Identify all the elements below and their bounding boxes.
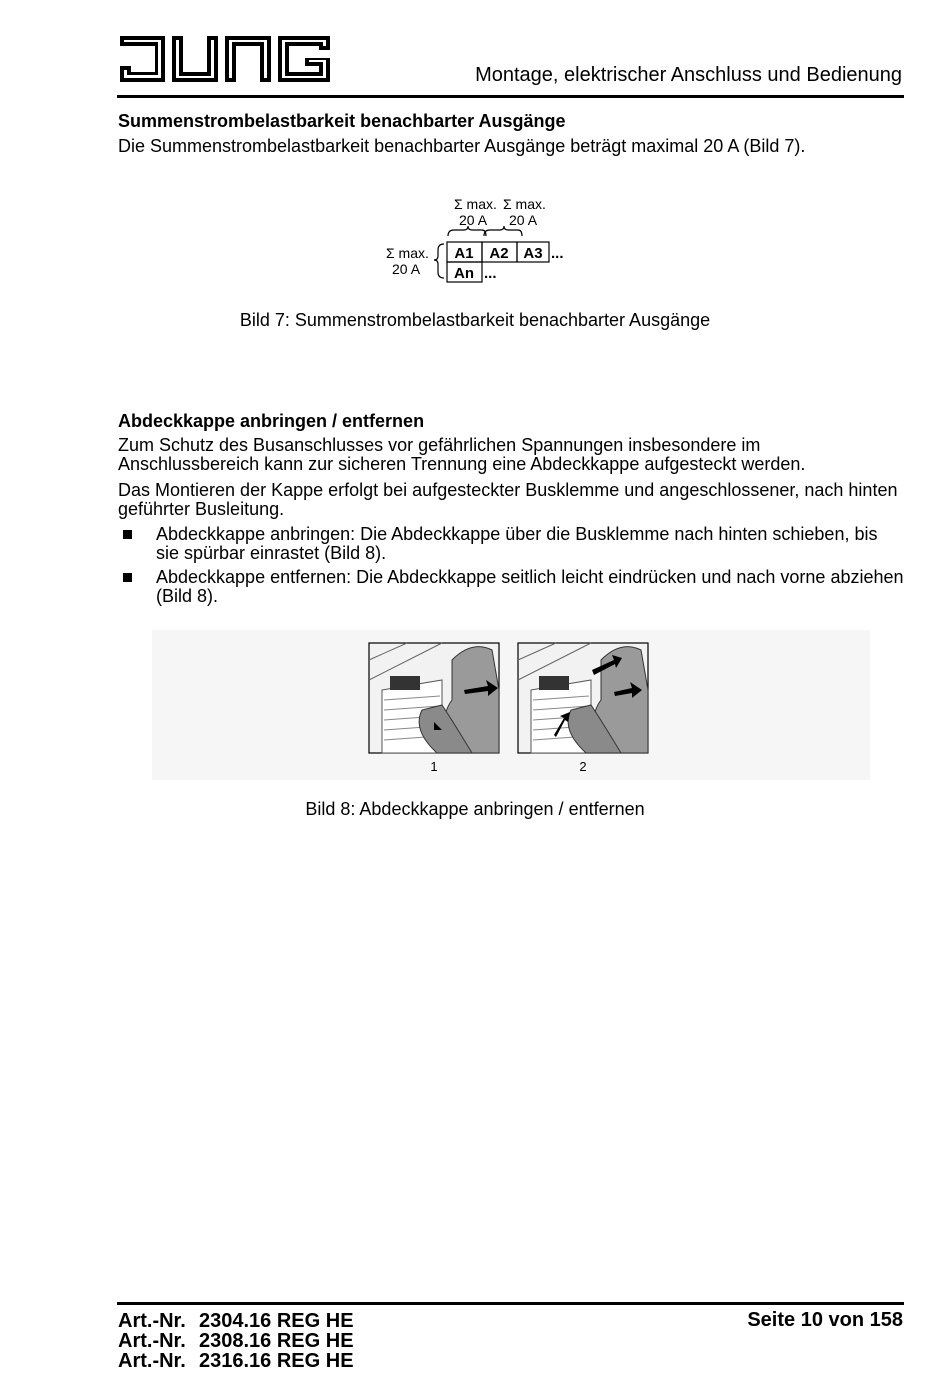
figure-7-caption: Bild 7: Summenstrombelastbarkeit benachbarter Ausgänge bbox=[239, 310, 711, 330]
fig7-cell-an-label: An bbox=[454, 265, 474, 282]
jung-logo bbox=[117, 32, 333, 86]
figure-7-diagram bbox=[380, 192, 580, 287]
fig7-cell-a1-label: A1 bbox=[454, 245, 474, 262]
fig7-ellipsis-row2: ... bbox=[484, 265, 497, 282]
fig8-background bbox=[152, 630, 870, 780]
header-rule bbox=[117, 95, 904, 98]
fig7-top-label-2-line2: 20 A bbox=[509, 212, 538, 228]
section-heading-abdeckkappe: Abdeckkappe anbringen / entfernen bbox=[118, 411, 425, 431]
footer-article-number: 2304.16 REG HE bbox=[199, 1310, 354, 1332]
footer-article-number: 2316.16 REG HE bbox=[199, 1350, 354, 1372]
bullet-marker bbox=[123, 530, 132, 539]
paragraph-schutz: Zum Schutz des Busanschlusses vor gefährlichen Spannungen insbesondere im Anschlussbereich kann zur sicheren Trennung eine Abdeckkappe aufgesteckt werden. bbox=[118, 435, 806, 474]
fig7-cell-a2-label: A2 bbox=[489, 245, 509, 262]
fig8-panel-1 bbox=[369, 643, 499, 753]
paragraph-montieren: Das Montieren der Kappe erfolgt bei aufgesteckter Busklemme und angeschlossener, nach hinten geführter Busleitung. bbox=[118, 480, 898, 519]
fig7-top-label-1-line2: 20 A bbox=[459, 212, 488, 228]
bullet-marker bbox=[123, 573, 132, 582]
page-number: Seite 10 von 158 bbox=[747, 1309, 903, 1331]
footer-article-line-3 bbox=[118, 1350, 354, 1373]
footer-article-prefix: Art.-Nr. bbox=[118, 1330, 186, 1352]
fig8-panel-2 bbox=[518, 643, 648, 753]
footer-article-prefix: Art.-Nr. bbox=[118, 1350, 186, 1372]
bullet-item-anbringen: Abdeckkappe anbringen: Die Abdeckkappe über die Busklemme nach hinten schieben, bis sie spürbar einrastet (Bild 8). bbox=[156, 524, 878, 563]
fig7-top-label-2-line1: Σ max. bbox=[503, 196, 546, 212]
fig7-top-label-1-line1: Σ max. bbox=[454, 196, 497, 212]
fig7-ellipsis-row1: ... bbox=[551, 245, 564, 262]
section-text-summenstrom: Die Summenstrombelastbarkeit benachbarter Ausgänge beträgt maximal 20 A (Bild 7). bbox=[118, 136, 806, 156]
fig8-label-2: 2 bbox=[579, 759, 587, 774]
fig7-left-label-line1: Σ max. bbox=[386, 245, 429, 261]
section-heading-summenstrom: Summenstrombelastbarkeit benachbarter Ausgänge bbox=[118, 111, 566, 131]
fig7-cell-a3-label: A3 bbox=[523, 245, 543, 262]
fig7-left-label-line2: 20 A bbox=[392, 261, 421, 277]
figure-8-caption: Bild 8: Abdeckkappe anbringen / entfernen bbox=[305, 799, 645, 819]
bullet-item-entfernen: Abdeckkappe entfernen: Die Abdeckkappe seitlich leicht eindrücken und nach vorne abziehen (Bild 8). bbox=[156, 567, 904, 606]
fig7-brace-left bbox=[434, 244, 444, 278]
header-title: Montage, elektrischer Anschluss und Bedienung bbox=[475, 64, 902, 86]
fig8-label-1: 1 bbox=[430, 759, 438, 774]
footer-article-prefix: Art.-Nr. bbox=[118, 1310, 186, 1332]
footer-rule bbox=[117, 1302, 904, 1305]
footer-article-number: 2308.16 REG HE bbox=[199, 1330, 354, 1352]
figure-8-illustration bbox=[152, 630, 870, 780]
